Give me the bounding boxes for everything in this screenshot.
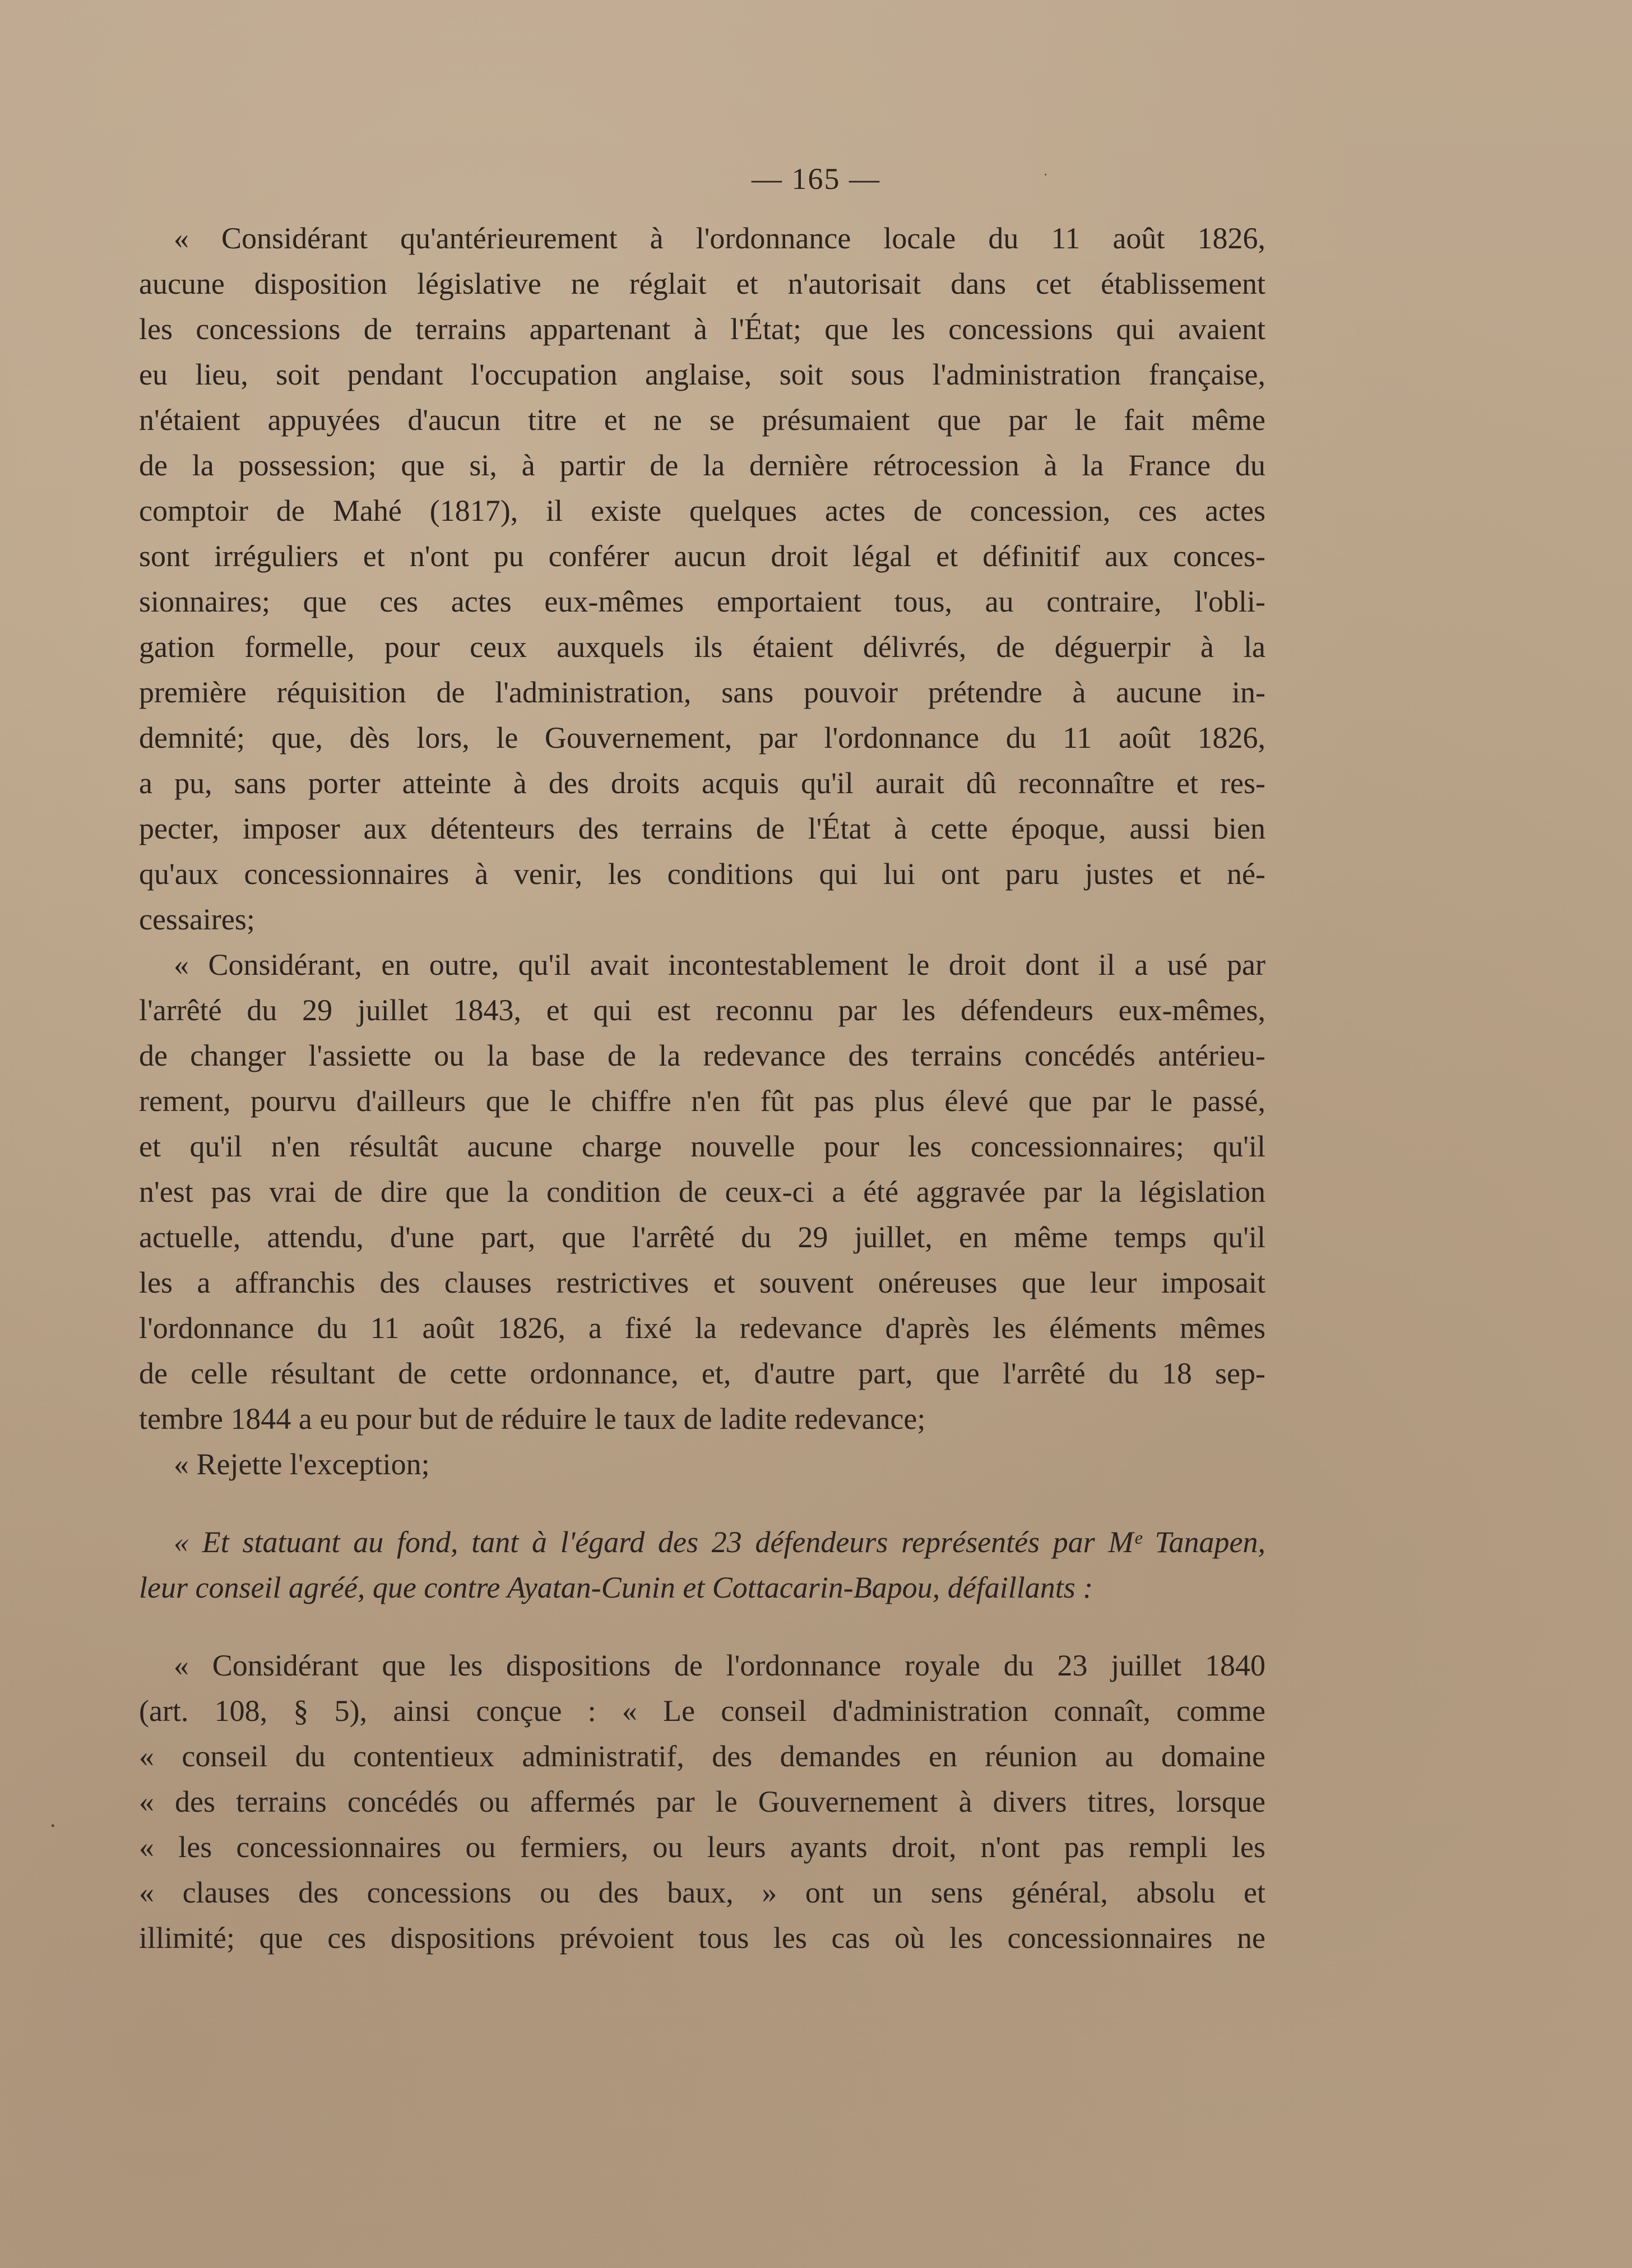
page-number: — 165 — bbox=[752, 162, 880, 196]
text-line: de changer l'assiette ou la base de la redevance des terrains concédés antérieu- bbox=[139, 1039, 1265, 1072]
text-line: actuelle, attendu, d'une part, que l'arrêté du 29 juillet, en même temps qu'il bbox=[139, 1220, 1265, 1254]
text-line: sont irréguliers et n'ont pu conférer aucun droit légal et définitif aux conces- bbox=[139, 539, 1265, 573]
text-line: tembre 1844 a eu pour but de réduire le taux de ladite redevance; bbox=[139, 1402, 926, 1436]
text-line: « Et statuant au fond, tant à l'égard des 23 défendeurs représentés par Mᵉ Tanapen, bbox=[174, 1525, 1265, 1559]
text-line: de la possession; que si, à partir de la dernière rétrocession à la France du bbox=[139, 448, 1265, 482]
text-line: « conseil du contentieux administratif, des demandes en réunion au domaine bbox=[139, 1739, 1265, 1773]
paragraph-considerant-1 bbox=[139, 216, 1265, 942]
text-line: « les concessionnaires ou fermiers, ou leurs ayants droit, n'ont pas rempli les bbox=[139, 1830, 1265, 1864]
text-line: l'ordonnance du 11 août 1826, a fixé la redevance d'après les éléments mêmes bbox=[139, 1311, 1265, 1345]
text-line: « Considérant que les dispositions de l'ordonnance royale du 23 juillet 1840 bbox=[174, 1649, 1265, 1682]
paragraph-considerant-2 bbox=[139, 942, 1265, 1442]
text-line: eu lieu, soit pendant l'occupation anglaise, soit sous l'administration française, bbox=[139, 358, 1265, 391]
text-line: « clauses des concessions ou des baux, » ont un sens général, absolu et bbox=[139, 1876, 1265, 1909]
text-line: aucune disposition législative ne réglait et n'autorisait dans cet établissement bbox=[139, 267, 1265, 300]
text-line: cessaires; bbox=[139, 902, 255, 936]
text-line: de celle résultant de cette ordonnance, et, d'autre part, que l'arrêté du 18 sep- bbox=[139, 1357, 1265, 1390]
text-line: (art. 108, § 5), ainsi conçue : « Le conseil d'administration connaît, comme bbox=[139, 1694, 1265, 1728]
text-line: « Rejette l'exception; bbox=[174, 1447, 430, 1481]
text-line: première réquisition de l'administration, sans pouvoir prétendre à aucune in- bbox=[139, 675, 1265, 709]
text-line: qu'aux concessionnaires à venir, les conditions qui lui ont paru justes et né- bbox=[139, 857, 1265, 891]
text-line: les a affranchis des clauses restrictives et souvent onéreuses que leur imposait bbox=[139, 1266, 1265, 1299]
text-line: pecter, imposer aux détenteurs des terrains de l'État à cette époque, aussi bien bbox=[139, 812, 1265, 845]
text-line: comptoir de Mahé (1817), il existe quelques actes de concession, ces actes bbox=[139, 494, 1265, 527]
body-text bbox=[139, 216, 1265, 1961]
text-line: n'étaient appuyées d'aucun titre et ne se présumaient que par le fait même bbox=[139, 403, 1265, 437]
text-line: les concessions de terrains appartenant à l'État; que les concessions qui avaient bbox=[139, 312, 1265, 346]
text-line: et qu'il n'en résultât aucune charge nouvelle pour les concessionnaires; qu'il bbox=[139, 1130, 1265, 1163]
text-line: leur conseil agréé, que contre Ayatan-Cunin et Cottacarin-Bapou, défaillants : bbox=[139, 1571, 1093, 1604]
text-line: « Considérant, en outre, qu'il avait incontestablement le droit dont il a usé par bbox=[174, 948, 1265, 982]
paragraph-considerant-3 bbox=[139, 1643, 1265, 1961]
text-line: « Considérant qu'antérieurement à l'ordonnance locale du 11 août 1826, bbox=[174, 221, 1265, 255]
text-line: a pu, sans porter atteinte à des droits acquis qu'il aurait dû reconnaître et res- bbox=[139, 766, 1265, 800]
text-line: « des terrains concédés ou affermés par le Gouvernement à divers titres, lorsque bbox=[139, 1785, 1265, 1818]
text-line: l'arrêté du 29 juillet 1843, et qui est reconnu par les défendeurs eux-mêmes, bbox=[139, 993, 1265, 1027]
text-line: demnité; que, dès lors, le Gouvernement, par l'ordonnance du 11 août 1826, bbox=[139, 721, 1265, 755]
paragraph-statuant-italic bbox=[139, 1520, 1265, 1610]
text-line: rement, pourvu d'ailleurs que le chiffre n'en fût pas plus élevé que par le passé, bbox=[139, 1084, 1265, 1118]
text-line: gation formelle, pour ceux auxquels ils étaient délivrés, de déguerpir à la bbox=[139, 630, 1265, 664]
margin-mark-decorative: · bbox=[49, 1813, 57, 1839]
paragraph-rejette bbox=[139, 1442, 1265, 1487]
text-line: illimité; que ces dispositions prévoient tous les cas où les concessionnaires ne bbox=[139, 1921, 1265, 1955]
margin-speck: · bbox=[1044, 167, 1048, 183]
text-line: n'est pas vrai de dire que la condition de ceux-ci a été aggravée par la législation bbox=[139, 1175, 1265, 1209]
text-line: sionnaires; que ces actes eux-mêmes emportaient tous, au contraire, l'obli- bbox=[139, 585, 1265, 618]
